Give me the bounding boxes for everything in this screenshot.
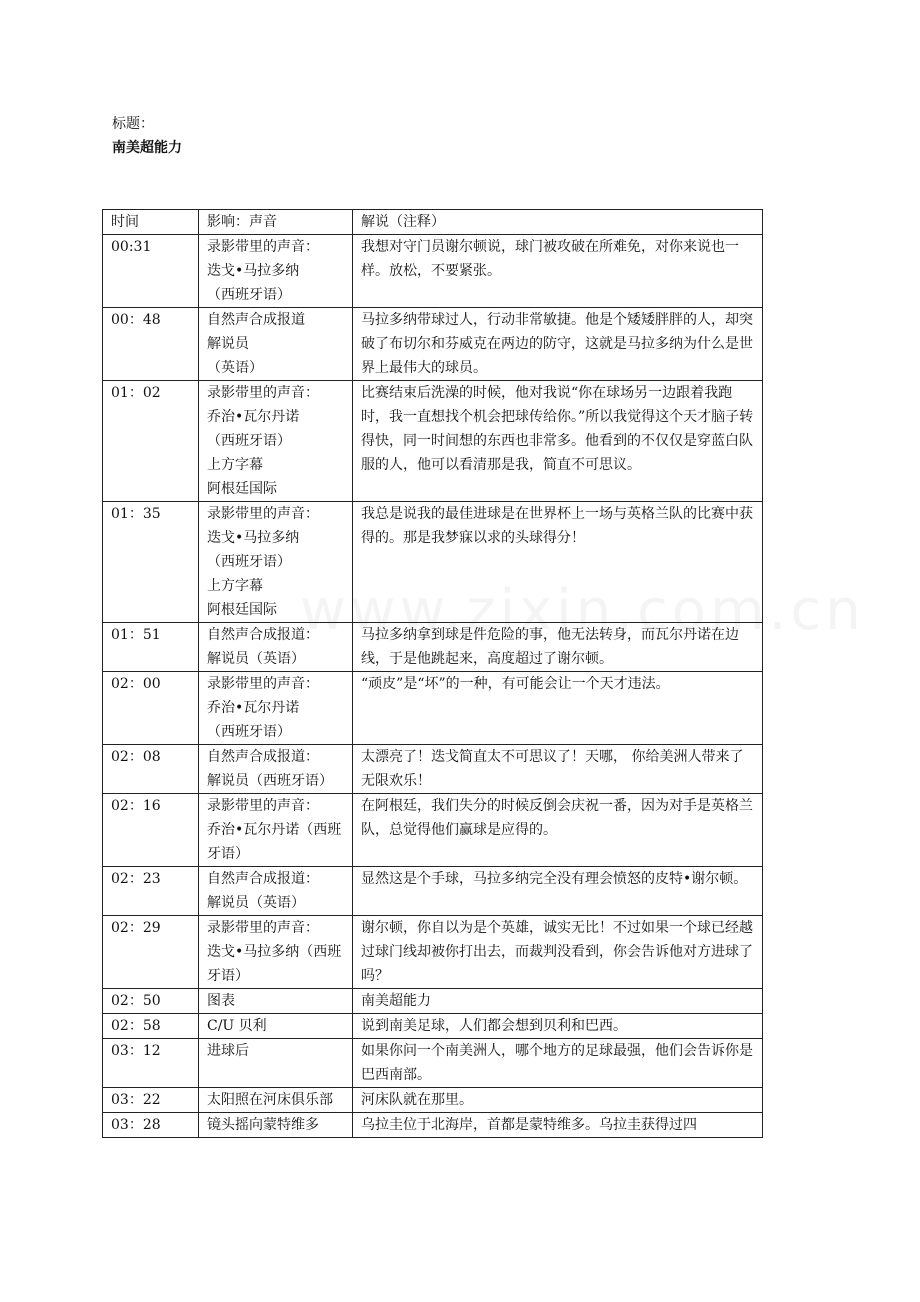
cell-note: 马拉多纳带球过人，行动非常敏捷。他是个矮矮胖胖的人，却突破了布切尔和芬威克在两边的防守，这就是马拉多纳为什么是世界上最伟大的球员。 bbox=[353, 308, 763, 381]
cell-sound: 录影带里的声音： 乔治•瓦尔丹诺 （西班牙语） bbox=[199, 672, 353, 745]
table-row bbox=[103, 867, 763, 916]
cell-note: 乌拉圭位于北海岸，首都是蒙特维多。乌拉圭获得过四 bbox=[353, 1113, 763, 1138]
cell-time: 02：08 bbox=[103, 745, 199, 794]
cell-note: 河床队就在那里。 bbox=[353, 1088, 763, 1113]
cell-sound: 录影带里的声音： 迭戈•马拉多纳 （西班牙语） bbox=[199, 235, 353, 308]
cell-note: 马拉多纳拿到球是件危险的事，他无法转身，而瓦尔丹诺在边线，于是他跳起来，高度超过了谢尔顿。 bbox=[353, 623, 763, 672]
table-header-row bbox=[103, 210, 763, 235]
cell-note: 显然这是个手球，马拉多纳完全没有理会愤怒的皮特•谢尔顿。 bbox=[353, 867, 763, 916]
cell-sound: 录影带里的声音： 迭戈•马拉多纳（西班牙语） bbox=[199, 916, 353, 989]
table-row bbox=[103, 623, 763, 672]
cell-note: 我想对守门员谢尔顿说，球门被攻破在所难免，对你来说也一样。放松，不要紧张。 bbox=[353, 235, 763, 308]
cell-sound: 进球后 bbox=[199, 1039, 353, 1088]
cell-note: 谢尔顿，你自以为是个英雄，诚实无比！不过如果一个球已经越过球门线却被你打出去，而裁判没看到，你会告诉他对方进球了吗？ bbox=[353, 916, 763, 989]
table-row bbox=[103, 381, 763, 502]
cell-time: 02：50 bbox=[103, 989, 199, 1014]
table-row bbox=[103, 502, 763, 623]
header-time: 时间 bbox=[103, 210, 199, 235]
cell-time: 01：35 bbox=[103, 502, 199, 623]
cell-note: “顽皮”是“坏”的一种，有可能会让一个天才违法。 bbox=[353, 672, 763, 745]
table-row bbox=[103, 1088, 763, 1113]
cell-time: 00：48 bbox=[103, 308, 199, 381]
table-row bbox=[103, 794, 763, 867]
cell-time: 03：12 bbox=[103, 1039, 199, 1088]
cell-time: 03：28 bbox=[103, 1113, 199, 1138]
cell-sound: 太阳照在河床俱乐部 bbox=[199, 1088, 353, 1113]
table-row bbox=[103, 745, 763, 794]
table-row bbox=[103, 308, 763, 381]
cell-sound: 图表 bbox=[199, 989, 353, 1014]
cell-sound: 自然声合成报道 解说员 （英语） bbox=[199, 308, 353, 381]
cell-sound: 录影带里的声音： 乔治•瓦尔丹诺（西班牙语） bbox=[199, 794, 353, 867]
cell-note: 我总是说我的最佳进球是在世界杯上一场与英格兰队的比赛中获得的。那是我梦寐以求的头球得分！ bbox=[353, 502, 763, 623]
header-note: 解说（注释） bbox=[353, 210, 763, 235]
cell-time: 02：23 bbox=[103, 867, 199, 916]
cell-sound: 自然声合成报道： 解说员（西班牙语） bbox=[199, 745, 353, 794]
table-row bbox=[103, 672, 763, 745]
cell-note: 太漂亮了！迭戈简直太不可思议了！天哪， 你给美洲人带来了无限欢乐！ bbox=[353, 745, 763, 794]
cell-sound: 镜头摇向蒙特维多 bbox=[199, 1113, 353, 1138]
table-row bbox=[103, 989, 763, 1014]
cell-time: 03：22 bbox=[103, 1088, 199, 1113]
cell-note: 南美超能力 bbox=[353, 989, 763, 1014]
title-label: 标题： bbox=[112, 116, 154, 132]
cell-time: 02：58 bbox=[103, 1014, 199, 1039]
cell-note: 如果你问一个南美洲人，哪个地方的足球最强，他们会告诉你是巴西南部。 bbox=[353, 1039, 763, 1088]
cell-time: 01：51 bbox=[103, 623, 199, 672]
cell-sound: 录影带里的声音： 迭戈•马拉多纳 （西班牙语） 上方字幕 阿根廷国际 bbox=[199, 502, 353, 623]
document-title: 南美超能力 bbox=[112, 140, 182, 156]
table-row bbox=[103, 1039, 763, 1088]
table-row bbox=[103, 916, 763, 989]
table-row bbox=[103, 235, 763, 308]
cell-time: 02：00 bbox=[103, 672, 199, 745]
table-row bbox=[103, 1014, 763, 1039]
cell-note: 在阿根廷，我们失分的时候反倒会庆祝一番，因为对手是英格兰队，总觉得他们赢球是应得的。 bbox=[353, 794, 763, 867]
cell-sound: 自然声合成报道： 解说员（英语） bbox=[199, 623, 353, 672]
cell-sound: 自然声合成报道： 解说员（英语） bbox=[199, 867, 353, 916]
cell-sound: C/U 贝利 bbox=[199, 1014, 353, 1039]
cell-time: 00:31 bbox=[103, 235, 199, 308]
cell-note: 说到南美足球，人们都会想到贝利和巴西。 bbox=[353, 1014, 763, 1039]
cell-sound: 录影带里的声音： 乔治•瓦尔丹诺 （西班牙语） 上方字幕 阿根廷国际 bbox=[199, 381, 353, 502]
cell-time: 02：29 bbox=[103, 916, 199, 989]
cell-note: 比赛结束后洗澡的时候，他对我说“你在球场另一边跟着我跑时，我一直想找个机会把球传给你。”所以我觉得这个天才脑子转得快，同一时间想的东西也非常多。他看到的不仅仅是穿蓝白队服的人，他可以看清那是我，简直不可思议。 bbox=[353, 381, 763, 502]
table-row bbox=[103, 1113, 763, 1138]
cell-time: 01：02 bbox=[103, 381, 199, 502]
header-sound: 影响：声音 bbox=[199, 210, 353, 235]
cell-time: 02：16 bbox=[103, 794, 199, 867]
script-table bbox=[102, 209, 763, 1138]
